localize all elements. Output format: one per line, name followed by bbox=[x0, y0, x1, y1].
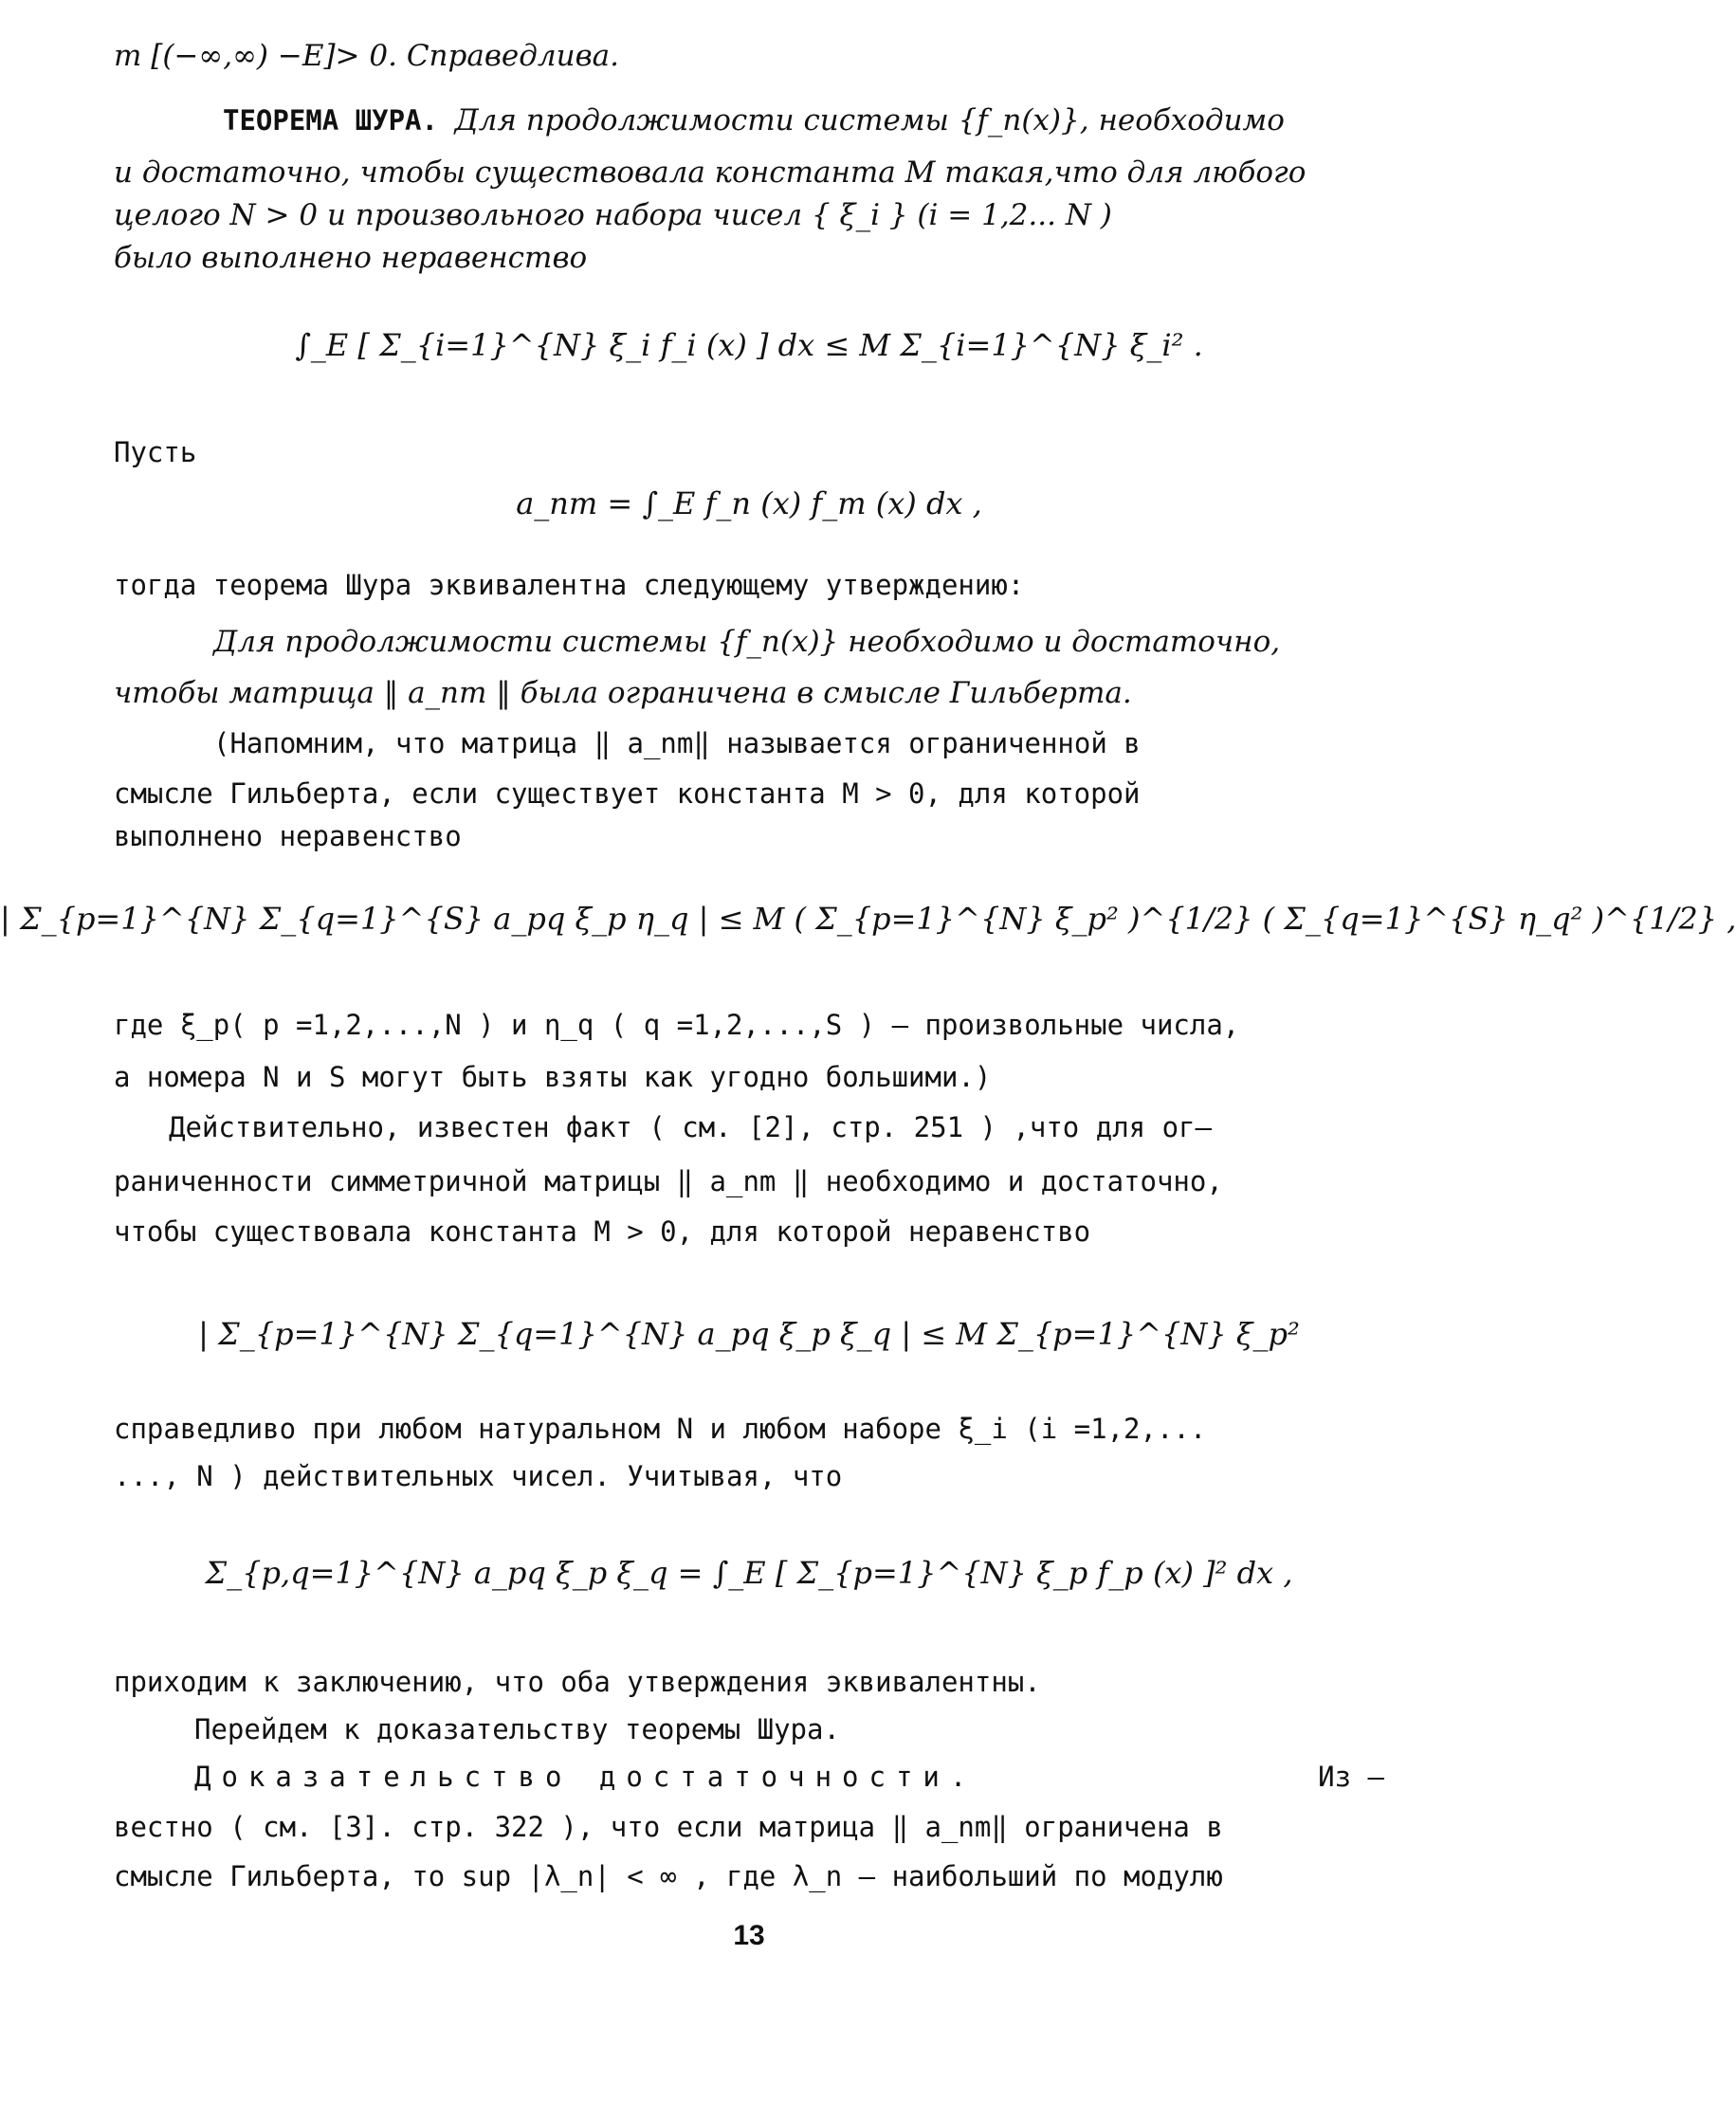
remark-line-3: выполнено неравенство bbox=[114, 820, 462, 852]
equation-4: | Σ_{p=1}^{N} Σ_{q=1}^{N} a_pq ξ_p ξ_q | ≤ M Σ_{p=1}^{N} ξ_p² bbox=[198, 1316, 1300, 1352]
proceed-line: Перейдем к доказательству теоремы Шура. bbox=[194, 1713, 840, 1745]
conclusion-line: приходим к заключению, что оба утверждения эквивалентны. bbox=[114, 1666, 1041, 1698]
proof-line-1 bbox=[194, 1759, 1384, 1795]
equation-2: a_nm = ∫_E f_n (x) f_m (x) dx , bbox=[516, 485, 982, 521]
justify-line-2: ..., N ) действительных чисел. Учитывая, что bbox=[114, 1460, 843, 1492]
fact-line-3: чтобы существовала константа M > 0, для которой неравенство bbox=[114, 1215, 1091, 1248]
theorem-line-4: было выполнено неравенство bbox=[114, 241, 588, 275]
justify-line-1: справедливо при любом натуральном N и любом наборе ξ_i (i =1,2,... bbox=[114, 1413, 1207, 1445]
page-number: 13 bbox=[733, 1920, 765, 1951]
text-then: тогда теорема Шура эквивалентна следующему утверждению: bbox=[114, 569, 1025, 601]
remark-line-2: смысле Гильберта, если существует константа M > 0, для которой bbox=[114, 777, 1141, 810]
proof-line-3: смысле Гильберта, то sup |λ_n| < ∞ , где λ_n – наибольший по модулю bbox=[114, 1860, 1223, 1892]
proof-line-2: вестно ( см. [3]. стр. 322 ), что если матрица ‖ a_nm‖ ограничена в bbox=[114, 1811, 1223, 1843]
theorem-line-1 bbox=[223, 102, 1384, 138]
equation-5: Σ_{p,q=1}^{N} a_pq ξ_p ξ_q = ∫_E [ Σ_{p=1}^{N} ξ_p f_p (x) ]² dx , bbox=[205, 1555, 1293, 1591]
statement-line-1: Для продолжимости системы {f_n(x)} необходимо и достаточно, bbox=[213, 625, 1281, 659]
text-line-1: m [(−∞,∞) −E]> 0. Справедлива. bbox=[114, 39, 619, 73]
proof-line-1-tail: Из – bbox=[1318, 1761, 1384, 1793]
theorem-line-3: целого N > 0 и произвольного набора чисел { ξ_i } (i = 1,2... N ) bbox=[114, 198, 1112, 232]
remark-line-1: (Напомним, что матрица ‖ a_nm‖ называется ограниченной в bbox=[213, 727, 1141, 759]
statement-line-2: чтобы матрица ‖ a_nm ‖ была ограничена в смысле Гильберта. bbox=[114, 676, 1132, 710]
text-pust: Пусть bbox=[114, 436, 197, 468]
theorem-line-2: и достаточно, чтобы существовала константа M такая,что для любого bbox=[114, 155, 1307, 190]
where-line-1: где ξ_p( p =1,2,...,N ) и η_q ( q =1,2,...,S ) – произвольные числа, bbox=[114, 1009, 1240, 1041]
theorem-name: ТЕОРЕМА ШУРА. bbox=[223, 104, 438, 137]
fact-line-1: Действительно, известен факт ( см. [2], стр. 251 ) ,что для ог– bbox=[169, 1111, 1212, 1143]
theorem-text-1: Для продолжимости системы {f_n(x)}, необходимо bbox=[454, 103, 1285, 137]
equation-3: | Σ_{p=1}^{N} Σ_{q=1}^{S} a_pq ξ_p η_q | ≤ M ( Σ_{p=1}^{N} ξ_p² )^{1/2} ( Σ_{q=1}^{S} η_q² )^{1/2} , bbox=[0, 901, 1736, 937]
proof-heading: Доказательство достаточности. bbox=[194, 1761, 978, 1793]
where-line-2: а номера N и S могут быть взяты как угодно большими.) bbox=[114, 1061, 992, 1093]
equation-1: ∫_E [ Σ_{i=1}^{N} ξ_i f_i (x) ] dx ≤ M Σ_{i=1}^{N} ξ_i² . bbox=[295, 327, 1203, 363]
fact-line-2: раниченности симметричной матрицы ‖ a_nm ‖ необходимо и достаточно, bbox=[114, 1165, 1223, 1197]
